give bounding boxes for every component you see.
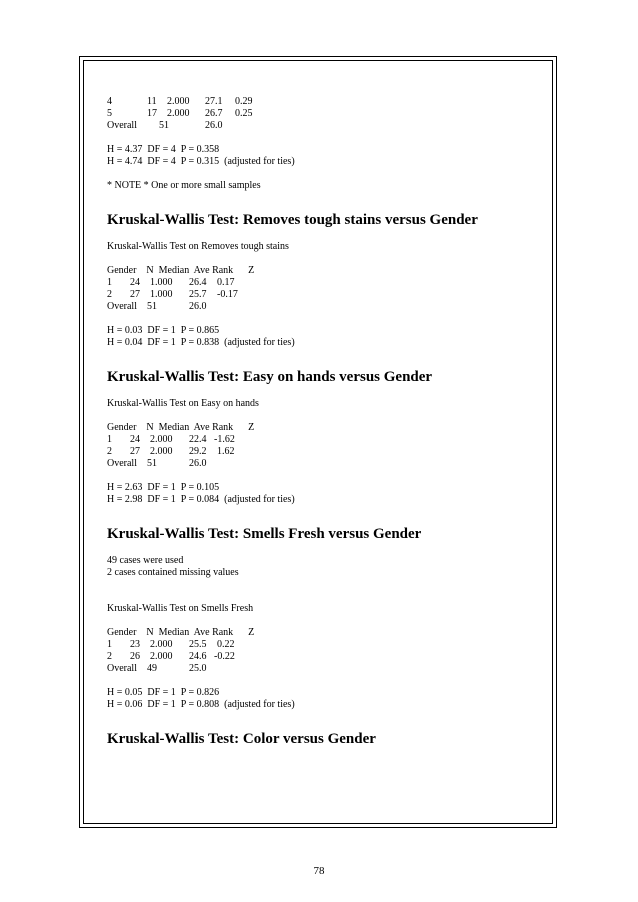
section-subtitle: Kruskal-Wallis Test on Smells Fresh bbox=[107, 603, 254, 614]
section-heading: Kruskal-Wallis Test: Removes tough stains versus Gender bbox=[107, 212, 478, 228]
median-value: 2.000 bbox=[150, 639, 173, 650]
overall-label: Overall bbox=[107, 301, 137, 312]
stats-line: H = 4.74 DF = 4 P = 0.315 (adjusted for ties) bbox=[107, 156, 295, 167]
note-line: * NOTE * One or more small samples bbox=[107, 180, 261, 191]
table-row-overall bbox=[107, 663, 547, 675]
n-value: 26 bbox=[130, 651, 140, 662]
stats-line: H = 2.98 DF = 1 P = 0.084 (adjusted for ties) bbox=[107, 494, 295, 505]
table-header: Gender N Median Ave Rank Z bbox=[107, 422, 255, 433]
ave-rank-value: 26.4 bbox=[189, 277, 207, 288]
median-value: 2.000 bbox=[167, 96, 190, 107]
table-row-overall bbox=[107, 458, 547, 470]
n-value: 27 bbox=[130, 289, 140, 300]
z-value: -1.62 bbox=[214, 434, 235, 445]
n-value: 11 bbox=[147, 96, 157, 107]
stats-line: H = 0.05 DF = 1 P = 0.826 bbox=[107, 687, 220, 698]
z-value: 1.62 bbox=[217, 446, 235, 457]
ave-rank-value: 26.0 bbox=[189, 301, 207, 312]
ave-rank-value: 22.4 bbox=[189, 434, 207, 445]
z-value: 0.17 bbox=[217, 277, 235, 288]
median-value: 2.000 bbox=[150, 434, 173, 445]
z-value: 0.22 bbox=[217, 639, 235, 650]
ave-rank-value: 27.1 bbox=[205, 96, 223, 107]
stats-line: H = 4.37 DF = 4 P = 0.358 bbox=[107, 144, 220, 155]
n-value: 17 bbox=[147, 108, 157, 119]
table-row bbox=[107, 639, 547, 651]
median-value: 1.000 bbox=[150, 289, 173, 300]
median-value: 2.000 bbox=[150, 446, 173, 457]
z-value: -0.17 bbox=[217, 289, 238, 300]
median-value: 1.000 bbox=[150, 277, 173, 288]
stats-line: H = 0.06 DF = 1 P = 0.808 (adjusted for ties) bbox=[107, 699, 295, 710]
level: 5 bbox=[107, 108, 112, 119]
ave-rank-value: 25.0 bbox=[189, 663, 207, 674]
section-note: 49 cases were used bbox=[107, 555, 184, 566]
table-row bbox=[107, 651, 547, 663]
z-value: -0.22 bbox=[214, 651, 235, 662]
level: 2 bbox=[107, 446, 112, 457]
table-header: Gender N Median Ave Rank Z bbox=[107, 265, 255, 276]
table-row bbox=[107, 289, 547, 301]
n-value: 51 bbox=[147, 458, 157, 469]
table-row bbox=[107, 277, 547, 289]
section-subtitle: Kruskal-Wallis Test on Removes tough stains bbox=[107, 241, 289, 252]
section-heading: Kruskal-Wallis Test: Smells Fresh versus Gender bbox=[107, 526, 422, 542]
z-value: 0.29 bbox=[235, 96, 253, 107]
n-value: 27 bbox=[130, 446, 140, 457]
level: 1 bbox=[107, 434, 112, 445]
ave-rank-value: 26.0 bbox=[205, 120, 223, 131]
level: 1 bbox=[107, 639, 112, 650]
table-row bbox=[107, 434, 547, 446]
table-row bbox=[107, 108, 547, 120]
n-value: 49 bbox=[147, 663, 157, 674]
n-value: 24 bbox=[130, 277, 140, 288]
table-row-overall bbox=[107, 301, 547, 313]
ave-rank-value: 26.0 bbox=[189, 458, 207, 469]
ave-rank-value: 25.5 bbox=[189, 639, 207, 650]
section-note: 2 cases contained missing values bbox=[107, 567, 239, 578]
ave-rank-value: 26.7 bbox=[205, 108, 223, 119]
median-value: 2.000 bbox=[167, 108, 190, 119]
overall-label: Overall bbox=[107, 458, 137, 469]
table-row bbox=[107, 96, 547, 108]
table-header: Gender N Median Ave Rank Z bbox=[107, 627, 255, 638]
table-row bbox=[107, 446, 547, 458]
n-value: 23 bbox=[130, 639, 140, 650]
document-body bbox=[107, 96, 547, 748]
stats-line: H = 0.03 DF = 1 P = 0.865 bbox=[107, 325, 220, 336]
n-value: 51 bbox=[159, 120, 169, 131]
stats-line: H = 0.04 DF = 1 P = 0.838 (adjusted for ties) bbox=[107, 337, 295, 348]
overall-label: Overall bbox=[107, 120, 137, 131]
median-value: 2.000 bbox=[150, 651, 173, 662]
page-number: 78 bbox=[313, 865, 325, 877]
section-heading: Kruskal-Wallis Test: Color versus Gender bbox=[107, 731, 376, 747]
section-subtitle: Kruskal-Wallis Test on Easy on hands bbox=[107, 398, 259, 409]
n-value: 51 bbox=[147, 301, 157, 312]
stats-line: H = 2.63 DF = 1 P = 0.105 bbox=[107, 482, 220, 493]
n-value: 24 bbox=[130, 434, 140, 445]
ave-rank-value: 25.7 bbox=[189, 289, 207, 300]
section-heading: Kruskal-Wallis Test: Easy on hands versus Gender bbox=[107, 369, 433, 385]
level: 2 bbox=[107, 651, 112, 662]
ave-rank-value: 29.2 bbox=[189, 446, 207, 457]
level: 1 bbox=[107, 277, 112, 288]
ave-rank-value: 24.6 bbox=[189, 651, 207, 662]
level: 2 bbox=[107, 289, 112, 300]
overall-label: Overall bbox=[107, 663, 137, 674]
level: 4 bbox=[107, 96, 112, 107]
table-row-overall bbox=[107, 120, 547, 132]
z-value: 0.25 bbox=[235, 108, 253, 119]
